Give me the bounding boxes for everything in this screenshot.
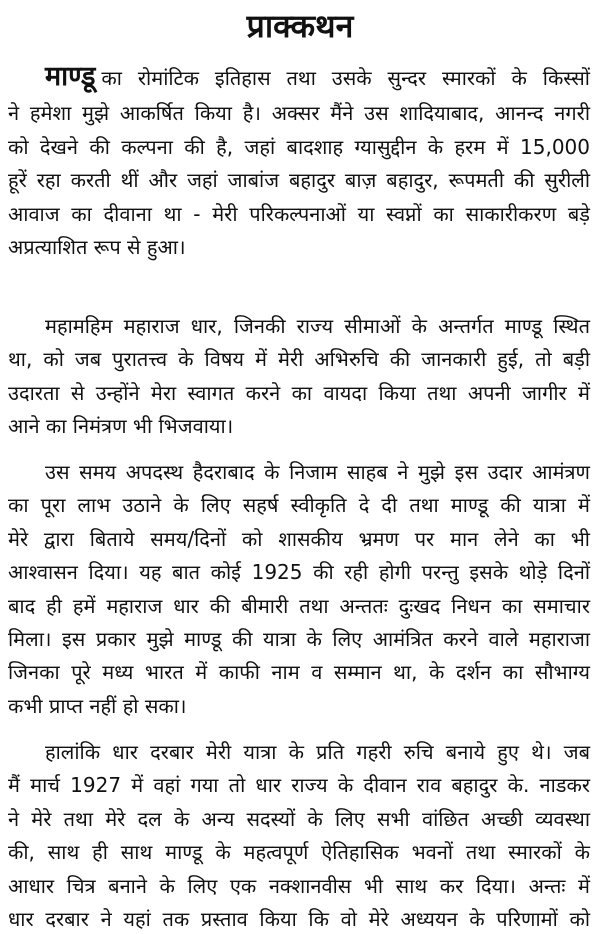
paragraph-line [8,871,590,901]
line-text: अप्रत्याशित रूप से हुआ। [8,235,186,259]
line-text: आधार चित्र बनाने के लिए एक नक्शानवीस भी साथ कर दिया। अन्तः में [8,873,590,898]
line-text: आने का निमंत्रण भी भिजवाया। [8,414,234,439]
paragraph-line [45,62,590,93]
paragraph-line [8,691,590,721]
paragraph-line [8,657,590,687]
line-text: को देखने की कल्पना की है, जहां बादशाह ग्यासुद्दीन के हरम में 15,000 [8,134,590,159]
paragraph-line [8,557,590,587]
paragraph-line [8,411,590,441]
line-text: की, साथ ही साथ माण्डू के महत्वपूर्ण ऐतिहासिक भवनों तथा स्मारकों के [8,840,590,865]
line-text: आश्वासन दिया। यह बात कोई 1925 की रही होगी परन्तु इसके थोड़े दिनों [8,560,590,585]
line-text: आवाज का दीवाना था - मेरी परिकल्पनाओं या स्वप्नों का साकारीकरण बड़े [8,201,590,226]
line-text: का पूरा लाभ उठाने के लिए सहर्ष स्वीकृति दे दी तथा माण्डू की यात्रा में [8,493,590,518]
line-text: हूरें रहा करती थीं और जहां जाबांज बहादुर बाज़ बहादुर, रूपमती की सुरीली [8,168,590,193]
paragraph-line [8,591,590,621]
line-text: मेरे द्वारा बिताये समय/दिनों को शासकीय भ्रमण पर मान लेने का भी [8,526,590,551]
line-text: मैं मार्च 1927 में वहां गया तो धार राज्य के दीवान राव बहादुर के. नाडकर [8,773,590,798]
line-text: ने मेरे तथा मेरे दल के अन्य सदस्यों के लिए सभी वांछित अच्छी व्यवस्था [8,806,590,831]
paragraph-line [8,132,590,162]
paragraph-line [45,737,590,767]
paragraph-line [8,490,590,520]
line-text: धार दरबार ने यहां तक प्रस्ताव किया कि वो मेरे अध्ययन के परिणामों को [8,907,590,931]
line-text: उस समय अपदस्थ हैदराबाद के निजाम साहब ने मुझे इस उदार आमंत्रण [45,460,590,484]
line-text: कभी प्राप्त नहीं हो सका। [8,693,187,718]
paragraph-line [8,837,590,867]
page-title: प्राक्कथन [246,7,354,45]
line-text: महामहिम महाराज धार, जिनकी राज्य सीमाओं के अन्तर्गत माण्डू स्थित [45,314,590,338]
lead-word: माण्डू [45,61,96,92]
line-text: मिला। इस प्रकार मुझे माण्डू की यात्रा के लिए आमंत्रित करने वाले महाराजा [8,627,590,651]
paragraph-line [8,378,590,408]
line-text: उदारता से उन्होंने मेरा स्वागत करने का वायदा किया तथा अपनी जागीर में [8,380,590,405]
paragraph-line [45,457,590,487]
paragraph-line [8,344,590,374]
line-text: जिनका पूरे मध्य भारत में काफी नाम व सम्मान था, के दर्शन का सौभाग्य [8,660,590,685]
paragraph-line [8,98,590,128]
paragraph-line [8,624,590,654]
paragraph-line [8,199,590,229]
line-text: का रोमांटिक इतिहास तथा उसके सुन्दर स्मारकों के किस्सों [101,66,590,90]
paragraph-line [8,232,590,262]
paragraph-line [8,904,590,934]
paragraph-line [8,524,590,554]
line-text: ने हमेशा मुझे आकर्षित किया है। अक्सर मैंने उस शादियाबाद, आनन्द नगरी [8,101,590,126]
paragraph-line [45,311,590,341]
line-text: बाद ही हमें महाराज धार की बीमारी तथा अन्ततः दुःखद निधन का समाचार [8,593,590,618]
line-text: हालांकि धार दरबार मेरी यात्रा के प्रति गहरी रुचि बनाये हुए थे। जब [45,740,590,764]
paragraph-line [8,770,590,800]
paragraph-line [8,804,590,834]
line-text: था, को जब पुरातत्त्व के विषय में मेरी अभिरुचि की जानकारी हुई, तो बड़ी [8,347,590,372]
paragraph-line [8,165,590,195]
